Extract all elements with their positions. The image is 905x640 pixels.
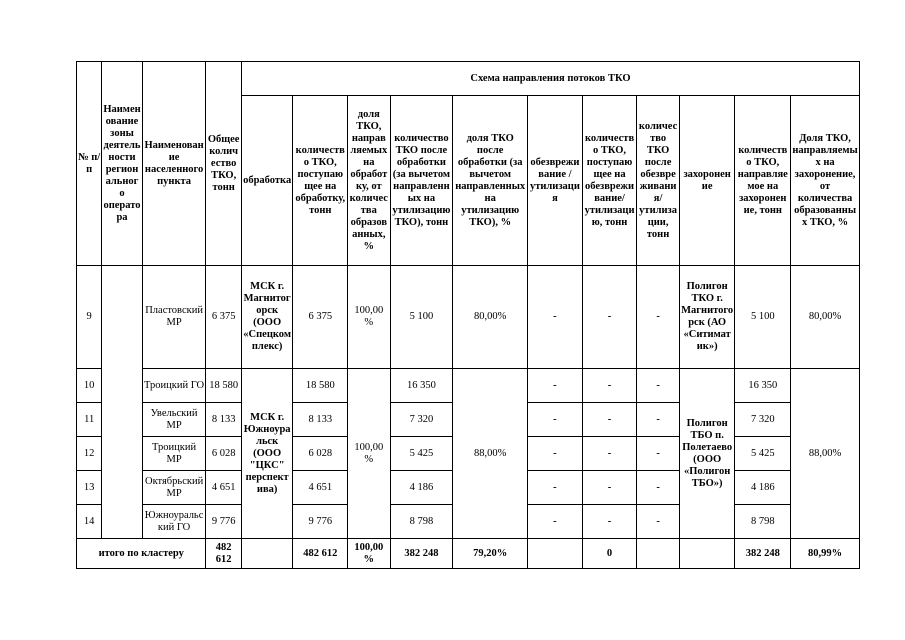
row-neutral: - [528, 437, 583, 471]
row-num: 10 [77, 369, 102, 403]
header-share-burial: Доля ТКО, направляемых на захоронение, от количества образованных ТКО, % [791, 96, 860, 266]
row-num: 12 [77, 437, 102, 471]
row-qty-after: 16 350 [390, 369, 453, 403]
group-share-after: 88,00% [453, 369, 528, 539]
row-qty-burial: 16 350 [735, 369, 791, 403]
row-qty-in: 6 375 [293, 266, 348, 369]
row-qty-in: 9 776 [293, 505, 348, 539]
totals-processing [241, 539, 293, 569]
totals-qty-neutral: 0 [582, 539, 637, 569]
row-num: 11 [77, 403, 102, 437]
totals-qty-burial: 382 248 [735, 539, 791, 569]
group-processing: МСК г. Южноуральск (ООО "ЦКС" перспектива) [241, 369, 293, 539]
row-share-burial: 80,00% [791, 266, 860, 369]
row-total: 18 580 [206, 369, 241, 403]
header-qty-after-neutral: количество ТКО после обезвреживания/утилизации, тонн [637, 96, 679, 266]
row-neutral: - [528, 471, 583, 505]
row-total: 8 133 [206, 403, 241, 437]
zone-cell [102, 266, 142, 539]
header-num: № п/п [77, 62, 102, 266]
row-qty-after-neutral: - [637, 471, 679, 505]
row-qty-burial: 7 320 [735, 403, 791, 437]
table-row [77, 369, 860, 403]
tko-flow-table [76, 61, 860, 569]
header-qty-in: количество ТКО, поступающее на обработку, тонн [293, 96, 348, 266]
row-settlement: Троицкий МР [142, 437, 206, 471]
row-qty-neutral: - [582, 369, 637, 403]
row-share-in: 100,00 % [348, 266, 390, 369]
row-qty-neutral: - [582, 403, 637, 437]
totals-share-burial: 80,99% [791, 539, 860, 569]
header-settlement: Наименование населенного пункта [142, 62, 206, 266]
row-qty-in: 18 580 [293, 369, 348, 403]
header-qty-neutral: количество ТКО, поступающее на обезвреживание/утилизацию, тонн [582, 96, 637, 266]
row-num: 9 [77, 266, 102, 369]
row-qty-neutral: - [582, 505, 637, 539]
group-share-burial: 88,00% [791, 369, 860, 539]
totals-burial [679, 539, 735, 569]
totals-qty-in: 482 612 [293, 539, 348, 569]
table-row [77, 266, 860, 369]
row-qty-burial: 5 425 [735, 437, 791, 471]
row-qty-after: 7 320 [390, 403, 453, 437]
header-qty-burial: количество ТКО, направляемое на захоронение, тонн [735, 96, 791, 266]
header-total: Общее количество ТКО, тонн [206, 62, 241, 266]
row-qty-after: 5 100 [390, 266, 453, 369]
row-qty-neutral: - [582, 266, 637, 369]
header-processing: обработка [241, 96, 293, 266]
row-settlement: Пластовский МР [142, 266, 206, 369]
row-qty-burial: 8 798 [735, 505, 791, 539]
row-qty-after: 8 798 [390, 505, 453, 539]
row-qty-burial: 5 100 [735, 266, 791, 369]
row-neutral: - [528, 369, 583, 403]
row-total: 6 375 [206, 266, 241, 369]
row-qty-in: 4 651 [293, 471, 348, 505]
row-total: 9 776 [206, 505, 241, 539]
row-qty-after: 4 186 [390, 471, 453, 505]
row-qty-after-neutral: - [637, 505, 679, 539]
row-total: 4 651 [206, 471, 241, 505]
totals-qty-after-neutral [637, 539, 679, 569]
row-neutral: - [528, 505, 583, 539]
row-settlement: Октябрьский МР [142, 471, 206, 505]
row-total: 6 028 [206, 437, 241, 471]
totals-share-after: 79,20% [453, 539, 528, 569]
totals-row [77, 539, 860, 569]
row-num: 13 [77, 471, 102, 505]
row-qty-neutral: - [582, 437, 637, 471]
header-qty-after: количество ТКО после обработки (за вычетом направленных на утилизацию ТКО), тонн [390, 96, 453, 266]
row-qty-after: 5 425 [390, 437, 453, 471]
group-burial: Полигон ТБО п. Полетаево (ООО «Полигон ТБО») [679, 369, 735, 539]
header-scheme-title: Схема направления потоков ТКО [241, 62, 859, 96]
row-qty-after-neutral: - [637, 403, 679, 437]
row-qty-after-neutral: - [637, 369, 679, 403]
header-neutral: обезвреживание / утилизация [528, 96, 583, 266]
row-num: 14 [77, 505, 102, 539]
row-neutral: - [528, 266, 583, 369]
header-zone: Наименование зоны деятельности регионального оператора [102, 62, 142, 266]
row-settlement: Южноуральский ГО [142, 505, 206, 539]
group-share-in: 100,00 % [348, 369, 390, 539]
row-qty-neutral: - [582, 471, 637, 505]
totals-neutral [528, 539, 583, 569]
header-share-in: доля ТКО, направляемых на обработку, от количества образованных, % [348, 96, 390, 266]
row-settlement: Троицкий ГО [142, 369, 206, 403]
totals-share-in: 100,00 % [348, 539, 390, 569]
row-qty-after-neutral: - [637, 266, 679, 369]
row-qty-burial: 4 186 [735, 471, 791, 505]
row-processing: МСК г. Магнитогорск (ООО «Спецкомплекс) [241, 266, 293, 369]
header-share-after: доля ТКО после обработки (за вычетом направленных на утилизацию ТКО), % [453, 96, 528, 266]
totals-qty-after: 382 248 [390, 539, 453, 569]
header-burial: захоронение [679, 96, 735, 266]
row-qty-after-neutral: - [637, 437, 679, 471]
row-share-after: 80,00% [453, 266, 528, 369]
row-settlement: Увельский МР [142, 403, 206, 437]
row-qty-in: 6 028 [293, 437, 348, 471]
row-qty-in: 8 133 [293, 403, 348, 437]
totals-total: 482 612 [206, 539, 241, 569]
totals-label: итого по кластеру [77, 539, 206, 569]
row-neutral: - [528, 403, 583, 437]
row-burial: Полигон ТКО г. Магнитогорск (АО «Ситиматик») [679, 266, 735, 369]
